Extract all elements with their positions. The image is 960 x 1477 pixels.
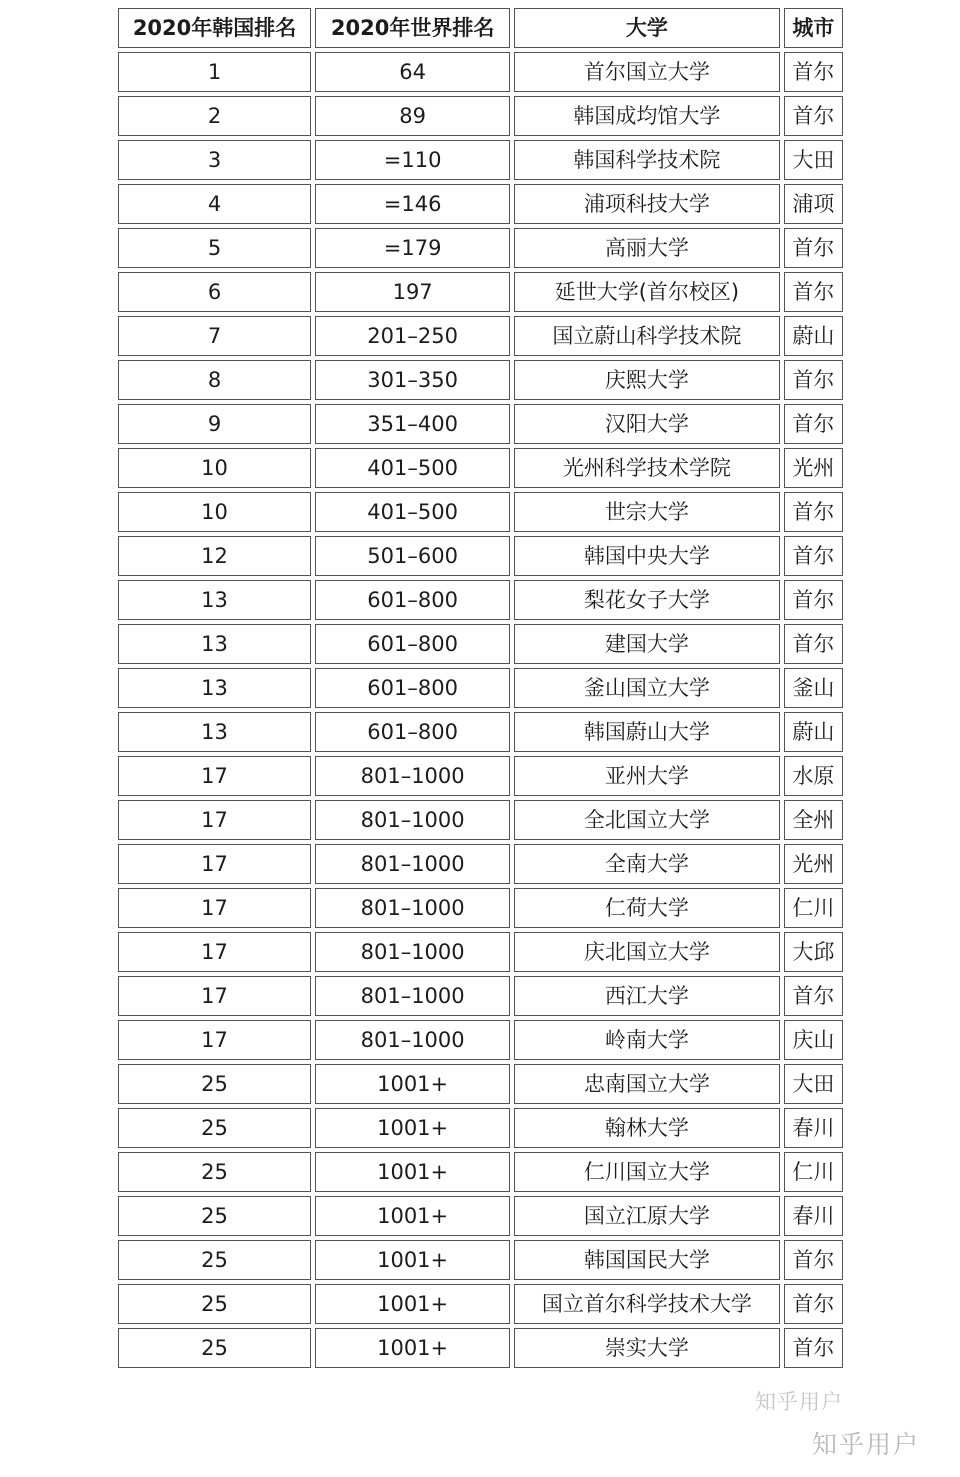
korea-rank-cell: 25 [118,1108,311,1148]
table-row [118,1020,843,1060]
university-cell: 汉阳大学 [514,404,779,444]
table-row [118,844,843,884]
table-row [118,316,843,356]
table-row [118,536,843,576]
table-row [118,228,843,268]
university-cell: 高丽大学 [514,228,779,268]
world-rank-cell: 801–1000 [315,844,510,884]
university-cell: 全北国立大学 [514,800,779,840]
city-cell: 首尔 [784,272,843,312]
university-cell: 忠南国立大学 [514,1064,779,1104]
university-cell: 亚州大学 [514,756,779,796]
university-cell: 梨花女子大学 [514,580,779,620]
city-cell: 浦项 [784,184,843,224]
world-rank-cell: 301–350 [315,360,510,400]
korea-rank-cell: 25 [118,1064,311,1104]
korea-rank-cell: 9 [118,404,311,444]
header-city: 城市 [784,8,843,48]
world-rank-cell: 801–1000 [315,932,510,972]
table-row [118,448,843,488]
korea-rank-cell: 3 [118,140,311,180]
table-row [118,1240,843,1280]
city-cell: 首尔 [784,96,843,136]
city-cell: 仁川 [784,1152,843,1192]
university-cell: 韩国蔚山大学 [514,712,779,752]
world-rank-cell: 1001+ [315,1240,510,1280]
table-row [118,624,843,664]
table-row [118,492,843,532]
korea-rank-cell: 2 [118,96,311,136]
table-row [118,1284,843,1324]
university-cell: 釜山国立大学 [514,668,779,708]
korea-rank-cell: 17 [118,756,311,796]
korea-rank-cell: 7 [118,316,311,356]
korea-rank-cell: 17 [118,1020,311,1060]
world-rank-cell: 64 [315,52,510,92]
city-cell: 蔚山 [784,316,843,356]
city-cell: 首尔 [784,360,843,400]
city-cell: 大田 [784,1064,843,1104]
university-cell: 延世大学(首尔校区) [514,272,779,312]
university-cell: 庆北国立大学 [514,932,779,972]
table-row [118,888,843,928]
korea-rank-cell: 17 [118,800,311,840]
world-rank-cell: =110 [315,140,510,180]
world-rank-cell: 801–1000 [315,976,510,1016]
korea-rank-cell: 1 [118,52,311,92]
world-rank-cell: 401–500 [315,448,510,488]
korea-rank-cell: 10 [118,448,311,488]
world-rank-cell: 1001+ [315,1328,510,1368]
table-body [118,52,843,1368]
korea-rank-cell: 8 [118,360,311,400]
world-rank-cell: 601–800 [315,668,510,708]
table-row [118,1328,843,1368]
table-row [118,1064,843,1104]
korea-rank-cell: 4 [118,184,311,224]
table-row [118,140,843,180]
city-cell: 仁川 [784,888,843,928]
korea-rank-cell: 13 [118,668,311,708]
city-cell: 大邱 [784,932,843,972]
university-cell: 仁荷大学 [514,888,779,928]
city-cell: 首尔 [784,1240,843,1280]
world-rank-cell: 801–1000 [315,800,510,840]
table-row [118,932,843,972]
table-row [118,96,843,136]
world-rank-cell: 801–1000 [315,1020,510,1060]
table-row [118,712,843,752]
city-cell: 首尔 [784,404,843,444]
university-cell: 国立江原大学 [514,1196,779,1236]
city-cell: 首尔 [784,976,843,1016]
table-row [118,756,843,796]
world-rank-cell: 601–800 [315,712,510,752]
city-cell: 首尔 [784,1284,843,1324]
table-row [118,976,843,1016]
korea-rank-cell: 17 [118,932,311,972]
header-world-rank: 2020年世界排名 [315,8,510,48]
world-rank-cell: 601–800 [315,580,510,620]
city-cell: 全州 [784,800,843,840]
korea-rank-cell: 17 [118,844,311,884]
table-row [118,668,843,708]
city-cell: 大田 [784,140,843,180]
table-row [118,1108,843,1148]
world-rank-cell: =179 [315,228,510,268]
table-row [118,800,843,840]
city-cell: 首尔 [784,536,843,576]
university-cell: 岭南大学 [514,1020,779,1060]
university-cell: 浦项科技大学 [514,184,779,224]
korea-rank-cell: 25 [118,1152,311,1192]
korea-rank-cell: 25 [118,1328,311,1368]
world-rank-cell: 1001+ [315,1064,510,1104]
world-rank-cell: 801–1000 [315,756,510,796]
university-cell: 崇实大学 [514,1328,779,1368]
university-cell: 建国大学 [514,624,779,664]
university-cell: 韩国国民大学 [514,1240,779,1280]
world-rank-cell: 601–800 [315,624,510,664]
city-cell: 蔚山 [784,712,843,752]
table-row [118,272,843,312]
university-cell: 国立蔚山科学技术院 [514,316,779,356]
city-cell: 庆山 [784,1020,843,1060]
city-cell: 首尔 [784,1328,843,1368]
korea-rank-cell: 17 [118,976,311,1016]
city-cell: 春川 [784,1196,843,1236]
watermark-inline: 知乎用户 [755,1390,843,1414]
korea-rank-cell: 12 [118,536,311,576]
world-rank-cell: 89 [315,96,510,136]
city-cell: 首尔 [784,52,843,92]
world-rank-cell: 201–250 [315,316,510,356]
world-rank-cell: 351–400 [315,404,510,444]
university-cell: 韩国中央大学 [514,536,779,576]
table-row [118,1152,843,1192]
korea-rank-cell: 13 [118,712,311,752]
city-cell: 光州 [784,448,843,488]
header-korea-rank: 2020年韩国排名 [118,8,311,48]
university-cell: 仁川国立大学 [514,1152,779,1192]
korea-rank-cell: 17 [118,888,311,928]
world-rank-cell: 801–1000 [315,888,510,928]
city-cell: 水原 [784,756,843,796]
world-rank-cell: 1001+ [315,1108,510,1148]
university-cell: 西江大学 [514,976,779,1016]
world-rank-cell: 197 [315,272,510,312]
ranking-table [114,4,847,1372]
world-rank-cell: 501–600 [315,536,510,576]
header-row [118,8,843,48]
world-rank-cell: 1001+ [315,1196,510,1236]
table-row [118,52,843,92]
table-row [118,360,843,400]
korea-rank-cell: 10 [118,492,311,532]
korea-rank-cell: 25 [118,1240,311,1280]
university-cell: 世宗大学 [514,492,779,532]
university-cell: 韩国科学技术院 [514,140,779,180]
city-cell: 春川 [784,1108,843,1148]
watermark-corner: 知乎用户 [812,1430,921,1459]
world-rank-cell: 1001+ [315,1152,510,1192]
korea-rank-cell: 13 [118,624,311,664]
korea-rank-cell: 13 [118,580,311,620]
university-cell: 首尔国立大学 [514,52,779,92]
table-row [118,404,843,444]
city-cell: 首尔 [784,624,843,664]
city-cell: 首尔 [784,580,843,620]
university-cell: 全南大学 [514,844,779,884]
korea-rank-cell: 25 [118,1284,311,1324]
city-cell: 首尔 [784,228,843,268]
table-row [118,580,843,620]
university-cell: 庆熙大学 [514,360,779,400]
world-rank-cell: 1001+ [315,1284,510,1324]
table-row [118,184,843,224]
header-university: 大学 [514,8,779,48]
city-cell: 釜山 [784,668,843,708]
university-cell: 翰林大学 [514,1108,779,1148]
university-cell: 光州科学技术学院 [514,448,779,488]
korea-rank-cell: 5 [118,228,311,268]
table-row [118,1196,843,1236]
city-cell: 首尔 [784,492,843,532]
korea-rank-cell: 25 [118,1196,311,1236]
university-cell: 国立首尔科学技术大学 [514,1284,779,1324]
city-cell: 光州 [784,844,843,884]
world-rank-cell: =146 [315,184,510,224]
korea-rank-cell: 6 [118,272,311,312]
world-rank-cell: 401–500 [315,492,510,532]
university-cell: 韩国成均馆大学 [514,96,779,136]
